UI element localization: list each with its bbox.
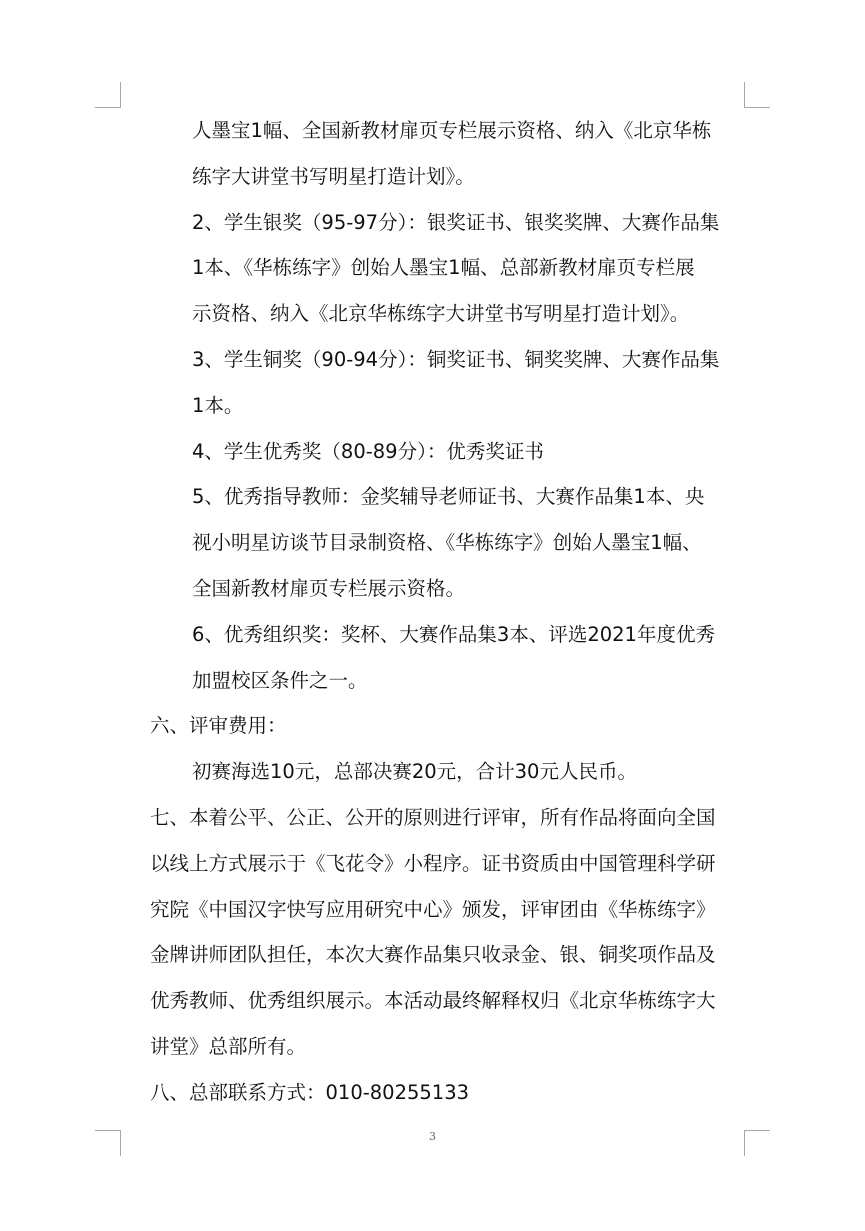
text-line: 视小明星访谈节目录制资格、《华栋练字》创始人墨宝1幅、 [192, 531, 702, 555]
fees-detail: 初赛海选10元，总部决赛20元，合计30元人民币。 [192, 760, 637, 784]
text-line: 优秀教师、优秀组织展示。本活动最终解释权归《北京华栋练字大 [150, 989, 716, 1013]
award-silver: 2、学生银奖（95-97分）：银奖证书、银奖奖牌、大赛作品集 [192, 210, 720, 234]
text-line: 示资格、纳入《北京华栋练字大讲堂书写明星打造计划》。 [192, 302, 690, 326]
text-line: 究院《中国汉字快写应用研究中心》颁发，评审团由《华栋练字》 [150, 897, 716, 921]
text-line: 练字大讲堂书写明星打造计划》。 [192, 164, 475, 188]
crop-mark-top-right [744, 82, 770, 108]
award-organization: 6、优秀组织奖：奖杯、大赛作品集3本、评选2021年度优秀 [192, 622, 715, 646]
text-line: 全国新教材扉页专栏展示资格。 [192, 576, 466, 600]
crop-mark-top-left [95, 82, 121, 108]
text-line: 以线上方式展示于《飞花令》小程序。证书资质由中国管理科学研 [150, 851, 716, 875]
text-line: 1本。 [192, 393, 244, 417]
section-heading-fees: 六、评审费用： [150, 714, 287, 738]
text-line: 人墨宝1幅、全国新教材扉页专栏展示资格、纳入《北京华栋 [192, 119, 712, 142]
section-heading-review: 七、本着公平、公正、公开的原则进行评审，所有作品将面向全国 [150, 805, 716, 829]
award-bronze: 3、学生铜奖（90-94分）：铜奖证书、铜奖奖牌、大赛作品集 [192, 347, 720, 371]
award-teacher: 5、优秀指导教师：金奖辅导老师证书、大赛作品集1本、央 [192, 485, 705, 509]
text-line: 加盟校区条件之一。 [192, 668, 368, 692]
text-line: 讲堂》总部所有。 [150, 1034, 307, 1058]
text-line: 金牌讲师团队担任，本次大赛作品集只收录金、银、铜奖项作品及 [150, 943, 716, 967]
award-merit: 4、学生优秀奖（80-89分）：优秀奖证书 [192, 439, 544, 463]
body-text [150, 108, 750, 1116]
page-number: 3 [429, 1130, 436, 1143]
section-heading-contact: 八、总部联系方式：010-80255133 [150, 1080, 470, 1104]
text-line: 1本、《华栋练字》创始人墨宝1幅、总部新教材扉页专栏展 [192, 256, 695, 280]
